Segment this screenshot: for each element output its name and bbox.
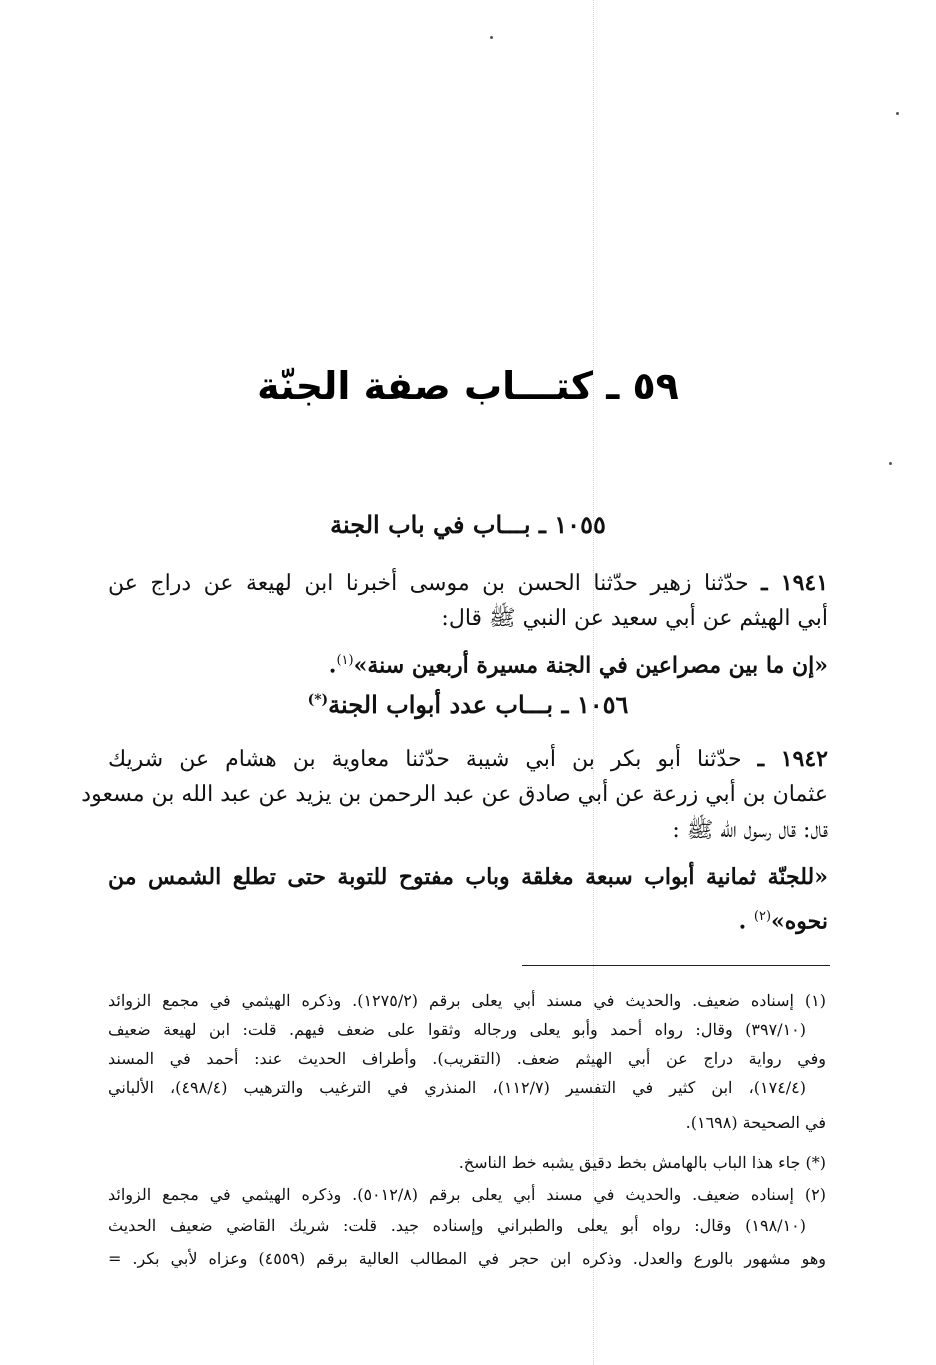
footnote-1-line-3: وفي رواية دراج عن أبي الهيثم ضعف. (التقريب). وأطراف الحديث عند: أحمد في المسند [108, 1049, 826, 1068]
hadith-1941-line-2: أبي الهيثم عن أبي سعيد عن النبي ﷺ قال: [441, 606, 828, 631]
scan-speck [889, 462, 892, 465]
footnote-star: (*) جاء هذا الباب بالهامش بخط دقيق يشبه خط الناسخ. [458, 1153, 826, 1172]
book-title: ٥٩ ـ كتـــاب صفة الجنّة [257, 364, 679, 408]
hadith-number: ١٩٤١ ـ [761, 570, 829, 596]
matn-text: نحوه» [771, 908, 828, 935]
hadith-1942-matn-2: نحوه»$^{(٢)}$ . [738, 908, 828, 935]
hadith-text: حدّثنا أبو بكر بن أبي شيبة حدّثنا معاوية بن هشام عن شريك [108, 747, 742, 772]
scan-speck [490, 36, 493, 39]
hadith-1942-matn-1: «للجنّة ثمانية أبواب سبعة مغلقة وباب مفتوح للتوبة حتى تطلع الشمس من [108, 864, 828, 890]
chapter-label: ١٠٥٦ ـ بـــاب عدد أبواب الجنة [328, 690, 629, 719]
hadith-1941-matn: «إن ما بين مصراعين في الجنة مسيرة أربعين سنة»$^{(١)}$. [328, 652, 828, 679]
chapter-footnote-mark: (*) [307, 692, 329, 708]
hadith-1942-line-1 [108, 742, 828, 777]
footnote-1-line-2: (٣٩٧/١٠) وقال: رواه أحمد وأبو يعلى ورجاله وثقوا على ضعف فيهم. قلت: ابن لهيعة ضعيف [108, 1020, 806, 1039]
footnote-2-line-1: (٢) إسناده ضعيف. والحديث في مسند أبي يعلى برقم (٥٠١٢/٨). وذكره الهيثمي في مجمع الزوائد [108, 1185, 826, 1204]
hadith-1942-line-2: عثمان بن أبي زرعة عن أبي صادق عن عبد الرحمن بن يزيد عن عبد الله بن مسعود [81, 782, 828, 807]
chapter-heading-1056 [0, 690, 936, 719]
footnote-ref: (٢) [753, 909, 772, 924]
footnote-separator [522, 965, 830, 966]
hadith-1942-line-3: قال: قال رسول الله ﷺ : [672, 818, 828, 843]
matn-text: «إن ما بين مصراعين في الجنة مسيرة أربعين سنة» [353, 652, 828, 679]
chapter-heading-1055: ١٠٥٥ ـ بـــاب في باب الجنة [330, 510, 606, 539]
footnote-2-line-3: وهو مشهور بالورع والعدل. وذكره ابن حجر في المطالب العالية برقم (٤٥٥٩) وعزاه لأبي بكر. = [108, 1249, 826, 1268]
hadith-text: حدّثنا زهير حدّثنا الحسن بن موسى أخبرنا ابن لهيعة عن دراج عن [108, 571, 749, 596]
scan-speck [896, 112, 899, 115]
hadith-number: ١٩٤٢ ـ [757, 746, 828, 772]
footnote-1-line-5: في الصحيحة (١٦٩٨). [685, 1113, 826, 1132]
footnote-1-line-1: (١) إسناده ضعيف. والحديث في مسند أبي يعلى برقم (١٢٧٥/٢). وذكره الهيثمي في مجمع الزوائد [108, 991, 826, 1010]
hadith-1941-line-1 [108, 566, 828, 601]
footnote-ref: (١) [336, 653, 354, 668]
footnote-2-line-2: (١٩٨/١٠) وقال: رواه أبو يعلى والطبراني وإسناده جيد. قلت: شريك القاضي ضعيف الحديث [108, 1216, 806, 1235]
footnote-1-line-4: (١٧٤/٤)، ابن كثير في التفسير (١١٢/٧)، المنذري في الترغيب والترهيب (٤٩٨/٤)، الألباني [108, 1078, 807, 1097]
